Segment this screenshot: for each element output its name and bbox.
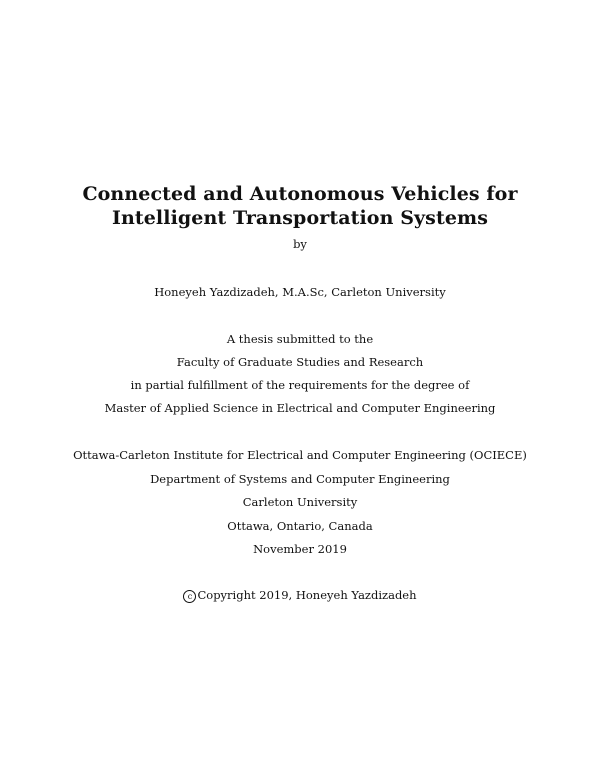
copyright-icon: c <box>183 590 196 603</box>
thesis-title-line-1: Connected and Autonomous Vehicles for <box>82 183 518 205</box>
by-label: by <box>293 237 307 251</box>
submission-line-2: Faculty of Graduate Studies and Research <box>176 355 424 369</box>
submission-line-3: in partial fulfillment of the requirements for the degree of <box>130 378 470 392</box>
date-line: November 2019 <box>253 542 347 556</box>
submission-line-1: A thesis submitted to the <box>226 332 374 346</box>
copyright-text: Copyright 2019, Honeyeh Yazdizadeh <box>197 588 417 602</box>
location-line: Ottawa, Ontario, Canada <box>227 519 373 533</box>
university-line: Carleton University <box>242 495 358 509</box>
thesis-title-line-2: Intelligent Transportation Systems <box>111 207 489 229</box>
department-line: Department of Systems and Computer Engineering <box>150 472 450 486</box>
institute-line: Ottawa-Carleton Institute for Electrical and Computer Engineering (OCIECE) <box>73 448 527 462</box>
author-line: Honeyeh Yazdizadeh, M.A.Sc, Carleton University <box>154 285 446 299</box>
copyright-line <box>0 588 600 603</box>
degree-line: Master of Applied Science in Electrical and Computer Engineering <box>104 401 496 415</box>
